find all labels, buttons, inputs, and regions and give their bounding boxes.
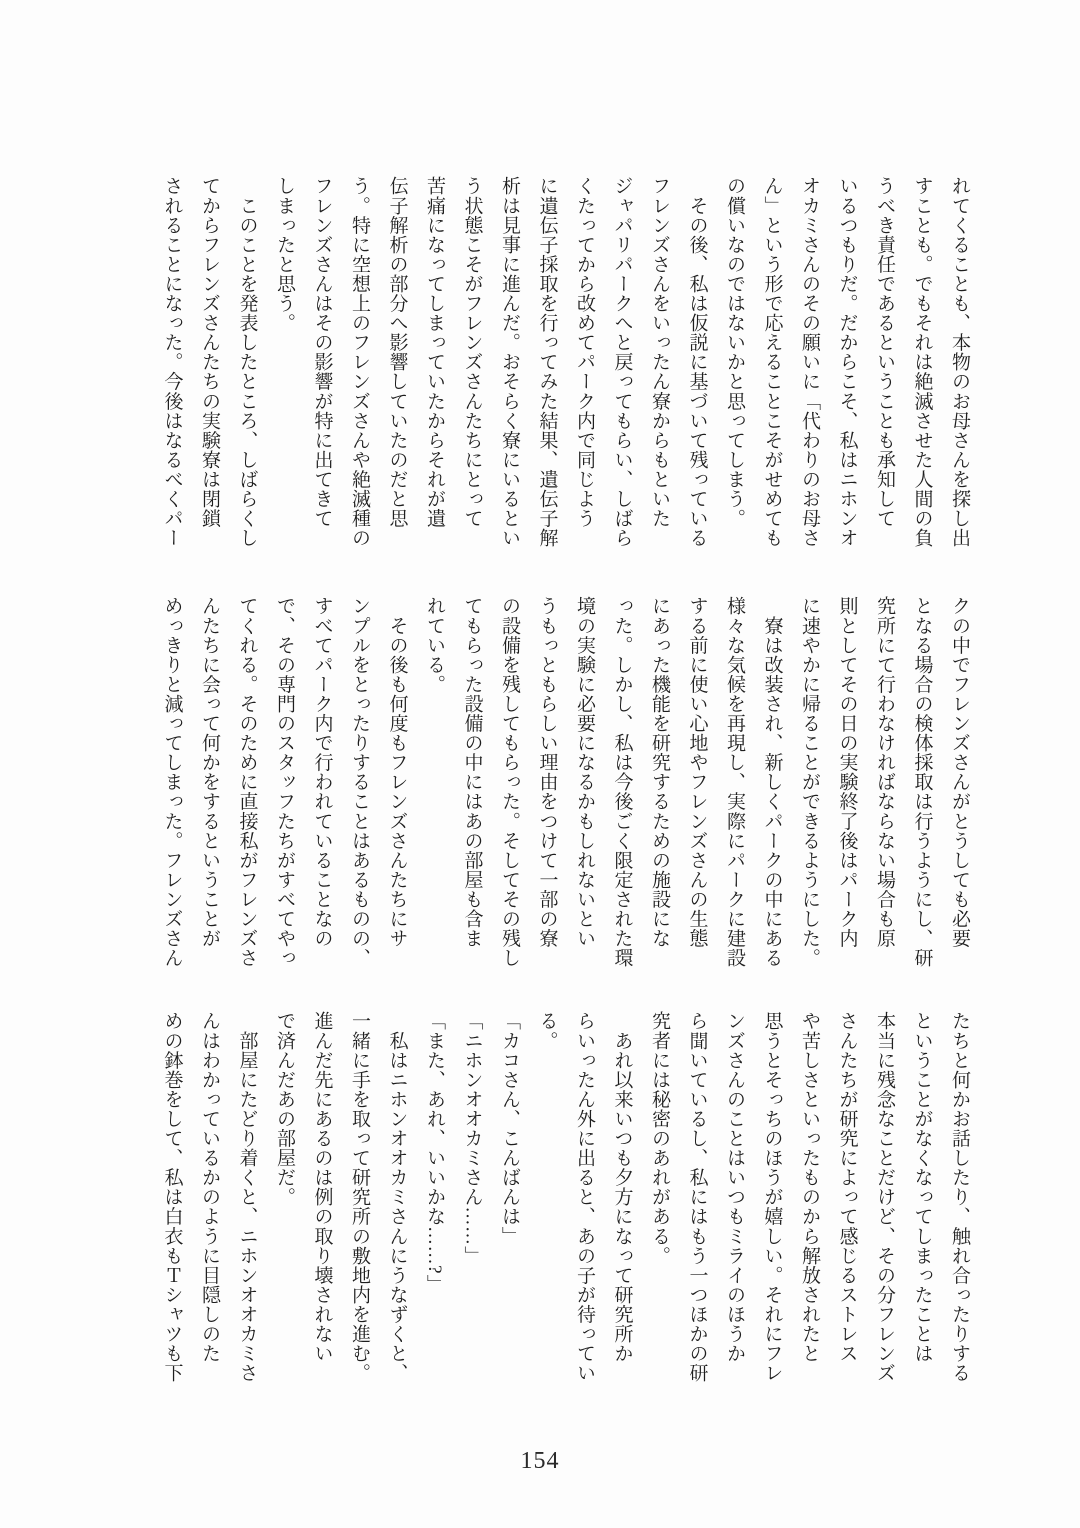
text-column: らいったん外に出ると、あの子が待ってい [574, 1011, 595, 1383]
text-column: クの中でフレンズさんがとうしても必要 [949, 596, 970, 948]
text-column: んはわかっているかのように目隠しのた [199, 1011, 220, 1363]
text-column: 苦痛になってしまっていたからそれが遺 [424, 176, 445, 528]
text-column: すことも。でもそれは絶滅させた人間の負 [911, 176, 933, 548]
text-column: 則としてその日の実験終了後はパーク内 [836, 596, 858, 948]
text-column: った。しかし、私は今後ごく限定された環 [611, 596, 633, 968]
text-column: 様々な気候を再現し、実際にパークに建設 [724, 596, 745, 968]
page-number: 154 [520, 1448, 560, 1474]
text-column: 一緒に手を取って研究所の敷地内を進む。 [349, 1011, 370, 1383]
text-column: くたってから改めてパーク内で同じよう [574, 176, 595, 528]
text-band-bottom [153, 1011, 978, 1405]
text-column: その後、私は仮説に基づいて残っている [686, 176, 708, 548]
text-column: う。特に空想上のフレンズさんや絶滅種の [349, 176, 370, 548]
text-column: 本当に残念なことだけど、その分フレンズ [874, 1011, 895, 1383]
text-column: さんたちが研究によって感じるストレス [836, 1011, 858, 1363]
text-column: てもらった設備の中にはあの部屋も含ま [461, 596, 483, 948]
text-column: めっきりと減ってしまった。フレンズさん [161, 596, 183, 968]
text-column: その後も何度もフレンズさんたちにサ [386, 596, 408, 948]
text-column: で、その専門のスタッフたちがすべてやっ [274, 596, 295, 968]
text-column: オカミさんのその願いに「代わりのお母さ [799, 176, 820, 548]
text-column: てからフレンズさんたちの実験寮は閉鎖 [199, 176, 220, 528]
text-column: にあった機能を研究するための施設にな [649, 596, 670, 948]
text-column: に遺伝子採取を行ってみた結果、遺伝子解 [536, 176, 558, 548]
text-column: 究者には秘密のあれがある。 [649, 1011, 670, 1266]
text-band-top [153, 176, 978, 570]
text-column: 私はニホンオオカミさんにうなずくと、 [386, 1011, 408, 1383]
text-column: このことを発表したところ、しばらくし [236, 176, 258, 548]
text-column: 「ニホンオオカミさん……」 [461, 1011, 483, 1266]
text-column: めの鉢巻をして、私は白衣もＴシャツも下 [161, 1011, 183, 1383]
text-column: うべき責任であるということも承知して [874, 176, 895, 528]
text-column: となる場合の検体採取は行うようにし、研 [911, 596, 933, 968]
text-column: 究所にて行わなければならない場合も原 [874, 596, 895, 948]
text-column: てくれる。そのために直接私がフレンズさ [236, 596, 258, 968]
text-column: されることになった。今後はなるべくパー [161, 176, 183, 548]
text-column: フレンズさんはその影響が特に出てきて [311, 176, 333, 528]
text-column: や苦しさといったものから解放されたと [799, 1011, 820, 1363]
text-column: たちと何かお話したり、触れ合ったりする [949, 1011, 970, 1383]
text-column: ンズさんのことはいつもミライのほうか [724, 1011, 745, 1363]
text-column: ジャパリパークへと戻ってもらい、しばら [611, 176, 633, 548]
text-column: 進んだ先にあるのは例の取り壊されない [311, 1011, 333, 1363]
text-column: れている。 [424, 596, 445, 694]
text-column: の設備を残してもらった。そしてその残し [499, 596, 520, 968]
text-column: う状態こそがフレンズさんたちにとって [461, 176, 483, 528]
text-column: ンプルをとったりすることはあるものの、 [349, 596, 370, 968]
text-column: ら聞いているし、私にはもう一つほかの研 [686, 1011, 708, 1383]
text-column: で済んだあの部屋だ。 [274, 1011, 295, 1207]
text-column: うもっともらしい理由をつけて一部の寮 [536, 596, 558, 948]
text-column: 寮は改装され、新しくパークの中にある [761, 596, 783, 968]
text-column: フレンズさんをいったん寮からもといた [649, 176, 670, 528]
text-column: 「カコさん、こんばんは」 [499, 1011, 520, 1246]
text-column: 析は見事に進んだ。おそらく寮にいるとい [499, 176, 520, 548]
text-column: する前に使い心地やフレンズさんの生態 [686, 596, 708, 948]
text-column: る。 [536, 1011, 558, 1051]
text-column: 部屋にたどり着くと、ニホンオオカミさ [236, 1011, 258, 1383]
text-column: の償いなのではないかと思ってしまう。 [724, 176, 745, 528]
text-column: れてくることも、本物のお母さんを探し出 [949, 176, 970, 548]
text-column: ということがなくなってしまったことは [911, 1011, 933, 1363]
text-column: しまったと思う。 [274, 176, 295, 333]
text-column: んたちに会って何かをするということが [199, 596, 220, 948]
text-column: ん」という形で応えることこそがせめても [761, 176, 783, 548]
text-column: 境の実験に必要になるかもしれないとい [574, 596, 595, 948]
text-column: に速やかに帰ることができるようにした。 [799, 596, 820, 968]
text-band-middle [153, 596, 978, 990]
text-column: 「また、あれ、いいかな……?」 [424, 1011, 445, 1294]
text-column: すべてパーク内で行われていることなの [311, 596, 333, 948]
text-column: 思うとそっちのほうが嬉しい。それにフレ [761, 1011, 783, 1383]
text-column: 伝子解析の部分へ影響していたのだと思 [386, 176, 408, 528]
text-column: あれ以来いつも夕方になって研究所か [611, 1011, 633, 1363]
text-column: いるつもりだ。だからこそ、私はニホンオ [836, 176, 858, 548]
